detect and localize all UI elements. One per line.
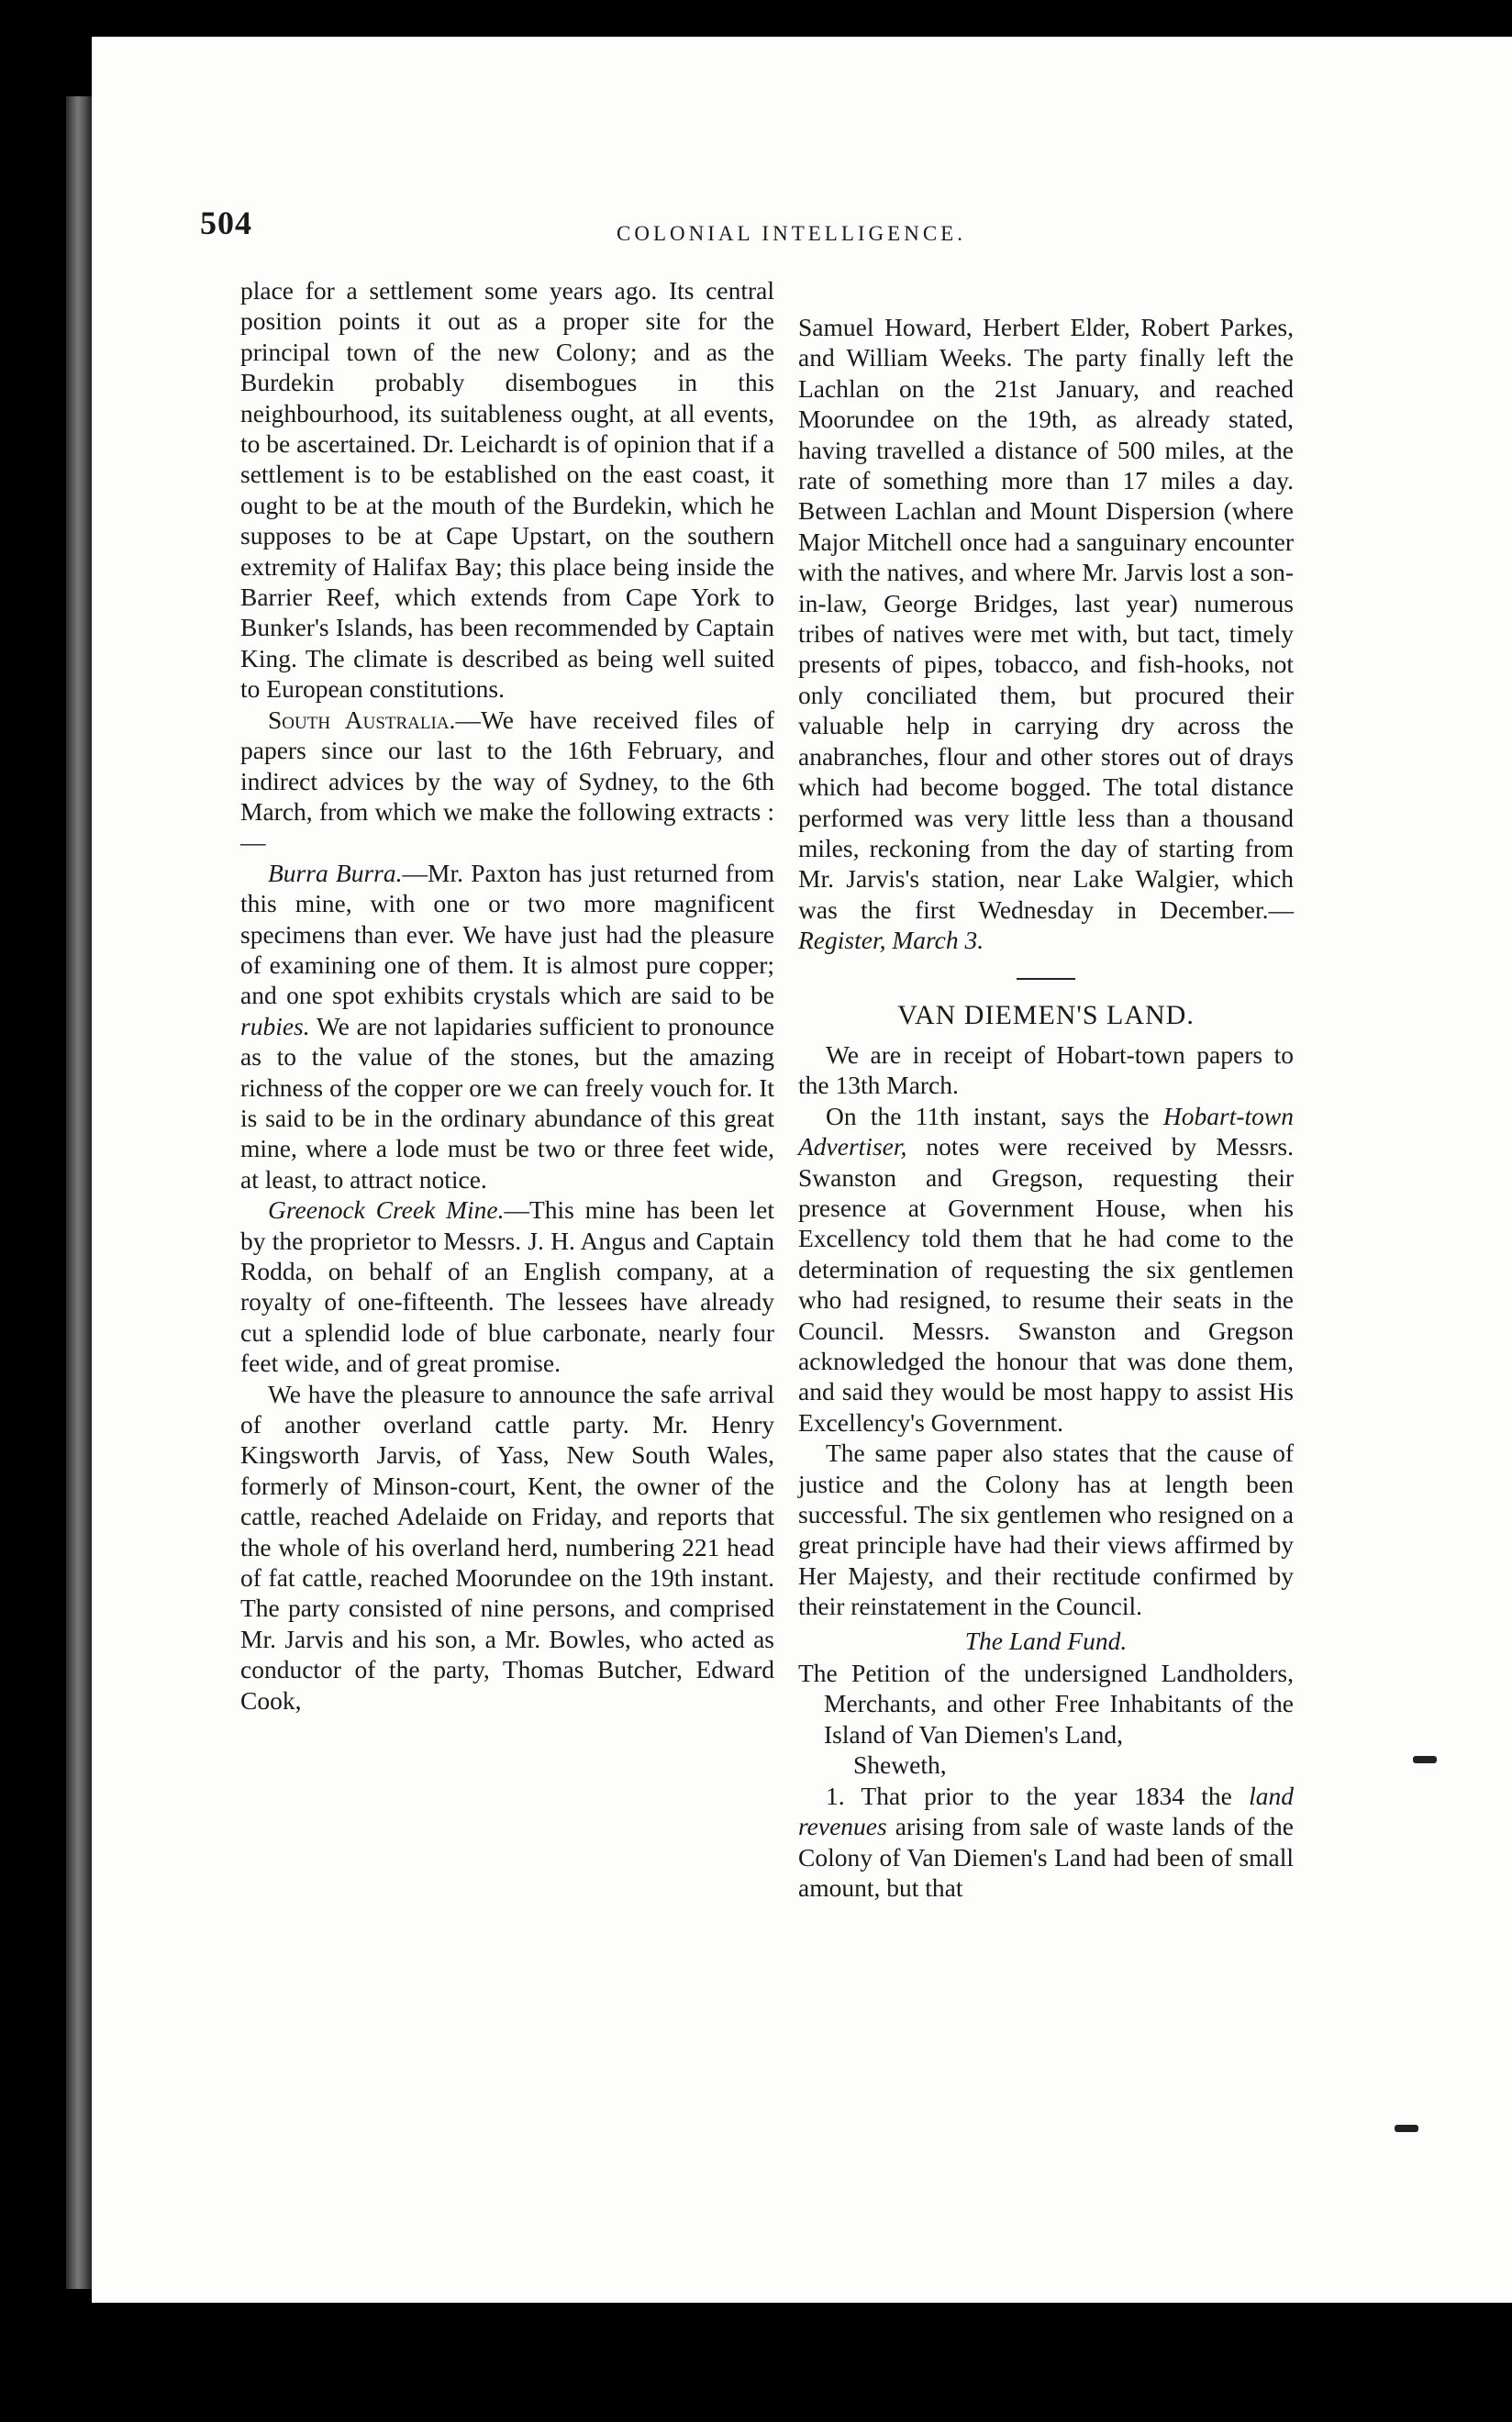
page-mark bbox=[1413, 1756, 1437, 1763]
subheading: The Land Fund. bbox=[964, 1626, 1128, 1655]
paragraph-text: Samuel Howard, Herbert Elder, Robert Parkes, and William Weeks. The party finally left the Lachlan on the 21st January, and reached Moorundee on the 19th, as already stated, having travelled a distance of 500 miles, at the rate of something more than 17 miles a day. Between Lachlan and Mount Dispersion (where Major Mitchell once had a sanguinary encounter with the natives, and where Mr. Jarvis lost a son-in-law, George Bridges, last year) numerous tribes of natives were met with, but tact, timely presents of pipes, tobacco, and fish-hooks, not only conciliated them, but procured their valuable help in carrying dry across the anabranches, flour and other stores out of drays which had become bogged. The total distance performed was very little less than a thousand miles, reckoning from the day of starting from Mr. Jarvis's station, near Lake Walgier, which was the first Wednesday in December.— bbox=[798, 313, 1294, 924]
run-in-heading: Greenock Creek Mine. bbox=[268, 1195, 505, 1225]
paragraph bbox=[240, 705, 774, 858]
paragraph-text: notes were received by Messrs. Swanston and Gregson, requesting their presence at Government House, when his Excellency told them that he had come to the determination of requesting the six gentlemen who had resigned, to resume their seats in the Council. Messrs. Swanston and Gregson acknowledged the honour that was done them, and said they would be most happy to assist His Excellency's Government. bbox=[798, 1132, 1295, 1437]
section-divider bbox=[1017, 978, 1075, 980]
right-column bbox=[798, 312, 1294, 1903]
paragraph-text: 1. That prior to the year 1834 the bbox=[826, 1781, 1232, 1810]
emphasis: rubies. bbox=[240, 1011, 310, 1040]
paragraph: The Petition of the undersigned Landholders, Merchants, and other Free Inhabitants of the Island of Van Diemen's Land, bbox=[798, 1659, 1294, 1749]
left-column bbox=[240, 275, 774, 1716]
source-citation: Register, March 3. bbox=[798, 926, 984, 955]
paragraph bbox=[798, 1101, 1294, 1438]
section-title: VAN DIEMEN'S LAND. bbox=[897, 999, 1195, 1030]
page-mark bbox=[1395, 2125, 1418, 2132]
paragraph-text: We are not lapidaries sufficient to pronounce as to the value of the stones, but the amazing richness of the copper ore we can freely vouch for. It is said to be in the ordinary abundance of this great mine, where a lode must be two or three feet wide, at least, to attract notice. bbox=[240, 1011, 774, 1194]
paragraph bbox=[798, 1781, 1294, 1904]
paragraph: place for a settlement some years ago. Its central position points it out as a proper site for the principal town of the new Colony; and as the Burdekin probably disembogues in this neighbourhood, its suitableness ought, at all events, to be ascertained. Dr. Leichardt is of opinion that if a settlement is to be established on the east coast, it ought to be at the mouth of the Burdekin, which he supposes to be at Cape Upstart, on the southern extremity of Halifax Bay; this place being inside the Barrier Reef, which extends from Cape York to Bunker's Islands, has been recommended by Captain King. The climate is described as being well suited to European constitutions. bbox=[240, 276, 774, 704]
paragraph-text: —This mine has been let by the proprietor to Messrs. J. H. Angus and Captain Rodda, on behalf of an English company, at a royalty of one-fifteenth. The lessees have already cut a splendid lode of blue carbonate, nearly four feet wide, and of great promise. bbox=[240, 1195, 775, 1378]
run-in-heading: Burra Burra. bbox=[268, 858, 403, 887]
emphasis: Hobart-town Advertiser, bbox=[798, 1101, 1294, 1161]
paragraph bbox=[240, 858, 774, 1194]
paragraph: Sheweth, bbox=[853, 1750, 947, 1780]
paragraph-text: —We have received files of papers since our last to the 16th February, and indirect advices by the way of Sydney, to the 6th March, from which we make the following extracts :— bbox=[240, 705, 774, 857]
emphasis: land revenues bbox=[798, 1781, 1294, 1841]
paragraph: We have the pleasure to announce the safe arrival of another overland cattle party. Mr. Henry Kingsworth Jarvis, of Yass, New South Wales, formerly of Minson-court, Kent, the owner of the cattle, reached Adelaide on Friday, and reports that the whole of his overland herd, numbering 221 head of fat cattle, reached Moorundee on the 19th instant. The party consisted of nine persons, and comprised Mr. Jarvis and his son, a Mr. Bowles, who acted as conductor of the party, Thomas Butcher, Edward Cook, bbox=[240, 1379, 774, 1715]
paragraph: The same paper also states that the cause of justice and the Colony has at length been successful. The six gentlemen who resigned on a great principle have had their views affirmed by Her Majesty, and their rectitude confirmed by their reinstatement in the Council. bbox=[798, 1439, 1294, 1621]
paragraph bbox=[240, 1194, 774, 1378]
section-heading: South Australia. bbox=[268, 705, 456, 734]
paragraph-text: arising from sale of waste lands of the Colony of Van Diemen's Land had been of small amount, but that bbox=[798, 1812, 1295, 1902]
paragraph-text: —Mr. Paxton has just returned from this mine, with one or two more magnificent specimens than ever. We have just had the pleasure of examining one of them. It is almost pure copper; and one spot exhibits crystals which are said to be bbox=[240, 858, 774, 1010]
book-spine bbox=[66, 96, 92, 2289]
running-head: COLONIAL INTELLIGENCE. bbox=[617, 222, 966, 245]
paragraph-text: On the 11th instant, says the bbox=[826, 1101, 1150, 1130]
page-number: 504 bbox=[200, 205, 252, 241]
paragraph bbox=[798, 312, 1294, 956]
paragraph: We are in receipt of Hobart-town papers to the 13th March. bbox=[798, 1039, 1294, 1100]
